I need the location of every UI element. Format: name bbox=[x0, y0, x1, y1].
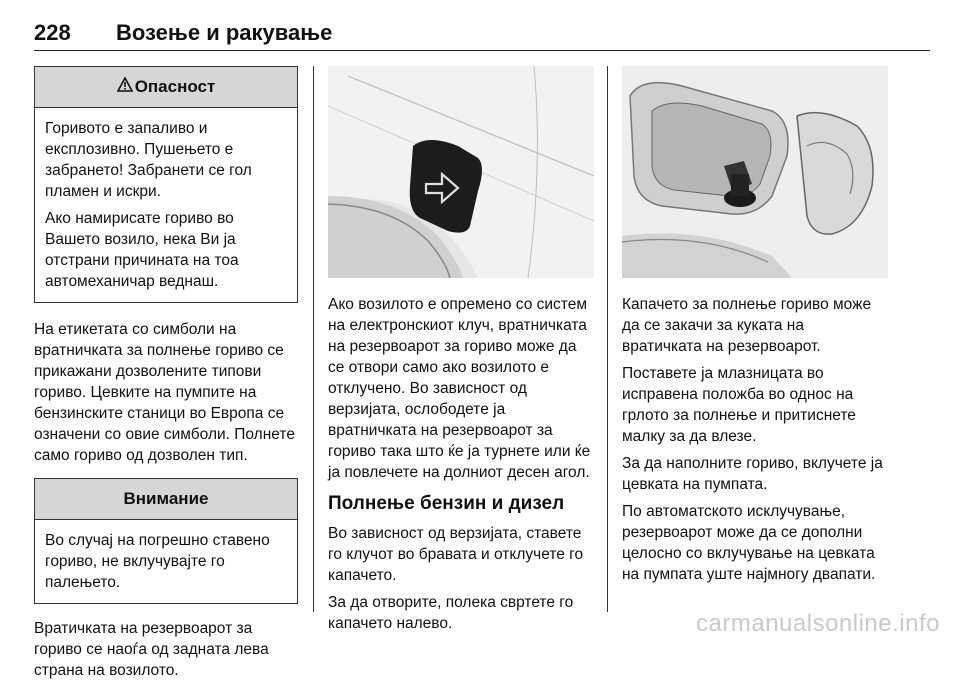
danger-box bbox=[34, 66, 298, 303]
column-1 bbox=[34, 66, 298, 687]
auto-shutoff-paragraph: По автоматското исклучување, резервоарот може да се дополни целосно со вклучување на цевката на пумпата уште најмногу двапати. bbox=[622, 503, 876, 583]
cap-hook-paragraph: Капачето за полнење гориво може да се закачи за куката на вратичката на резервоарот. bbox=[622, 296, 872, 355]
fuel-door-illustration bbox=[328, 66, 594, 278]
fuel-label-paragraph: На етикетата со симболи на вратничката за полнење гориво се прикажани дозволените типови гориво. Цевките на пумпите на бензинските станици во Европа се означени со овие симболи. Полнете само гориво од дозволен тип. bbox=[34, 321, 295, 464]
column-3 bbox=[622, 66, 888, 591]
open-cap-paragraph: За да отворите, полека свртете го капачето налево. bbox=[328, 594, 574, 632]
section-title-refuelling: Полнење бензин и дизел bbox=[328, 493, 565, 514]
page-number: 228 bbox=[34, 20, 71, 45]
unlock-cap-paragraph: Во зависност од верзијата, ставете го клучот во бравата и отклучете го капачето. bbox=[328, 525, 584, 584]
pump-on-paragraph: За да наполните гориво, вклучете ја цевката на пумпата. bbox=[622, 455, 883, 493]
watermark: carmanualsonline.info bbox=[696, 610, 940, 637]
fuel-door-location-paragraph: Вратичката на резервоарот за гориво се наоѓа од задната лева страна на возилото. bbox=[34, 620, 269, 679]
danger-box-header bbox=[35, 67, 297, 108]
notice-paragraph: Во случај на погрешно ставено гориво, не вклучувајте го палењето. bbox=[45, 532, 270, 591]
warning-triangle-icon bbox=[117, 77, 133, 97]
column-divider-2 bbox=[607, 66, 608, 612]
danger-paragraph-2: Ако намирисате гориво во Вашето возило, нека Ви ја отстрани причината на тоа автомеханичар веднаш. bbox=[45, 210, 239, 290]
nozzle-paragraph: Поставете ја млазницата во исправена положба во однос на грлото за полнење и притиснете малку за да влезе. bbox=[622, 365, 856, 445]
column-divider-1 bbox=[313, 66, 314, 612]
fuel-cap-illustration bbox=[622, 66, 888, 278]
danger-paragraph-1: Горивото е запаливо и експлозивно. Пушењето е забрането! Забранети се гол пламен и искри. bbox=[45, 120, 252, 200]
notice-box-title: Внимание bbox=[123, 489, 209, 508]
electronic-key-paragraph: Ако возилото е опремено со систем на електронскиот клуч, вратничката на резервоарот за гориво може да се отвори само ако возилото е отклучено. Во зависност од верзијата, ослободете ја вратничката на резервоарот за гориво така што ќе ја турнете или ќе ја повлечете на долниот десен агол. bbox=[328, 296, 591, 481]
notice-box-header bbox=[35, 479, 297, 520]
page-title: Возење и ракување bbox=[116, 20, 333, 45]
danger-box-title: Опасност bbox=[134, 77, 216, 96]
column-2 bbox=[328, 66, 594, 640]
page-header bbox=[34, 14, 930, 51]
notice-box-body bbox=[35, 520, 297, 603]
danger-box-body bbox=[35, 108, 297, 302]
notice-box bbox=[34, 478, 298, 604]
